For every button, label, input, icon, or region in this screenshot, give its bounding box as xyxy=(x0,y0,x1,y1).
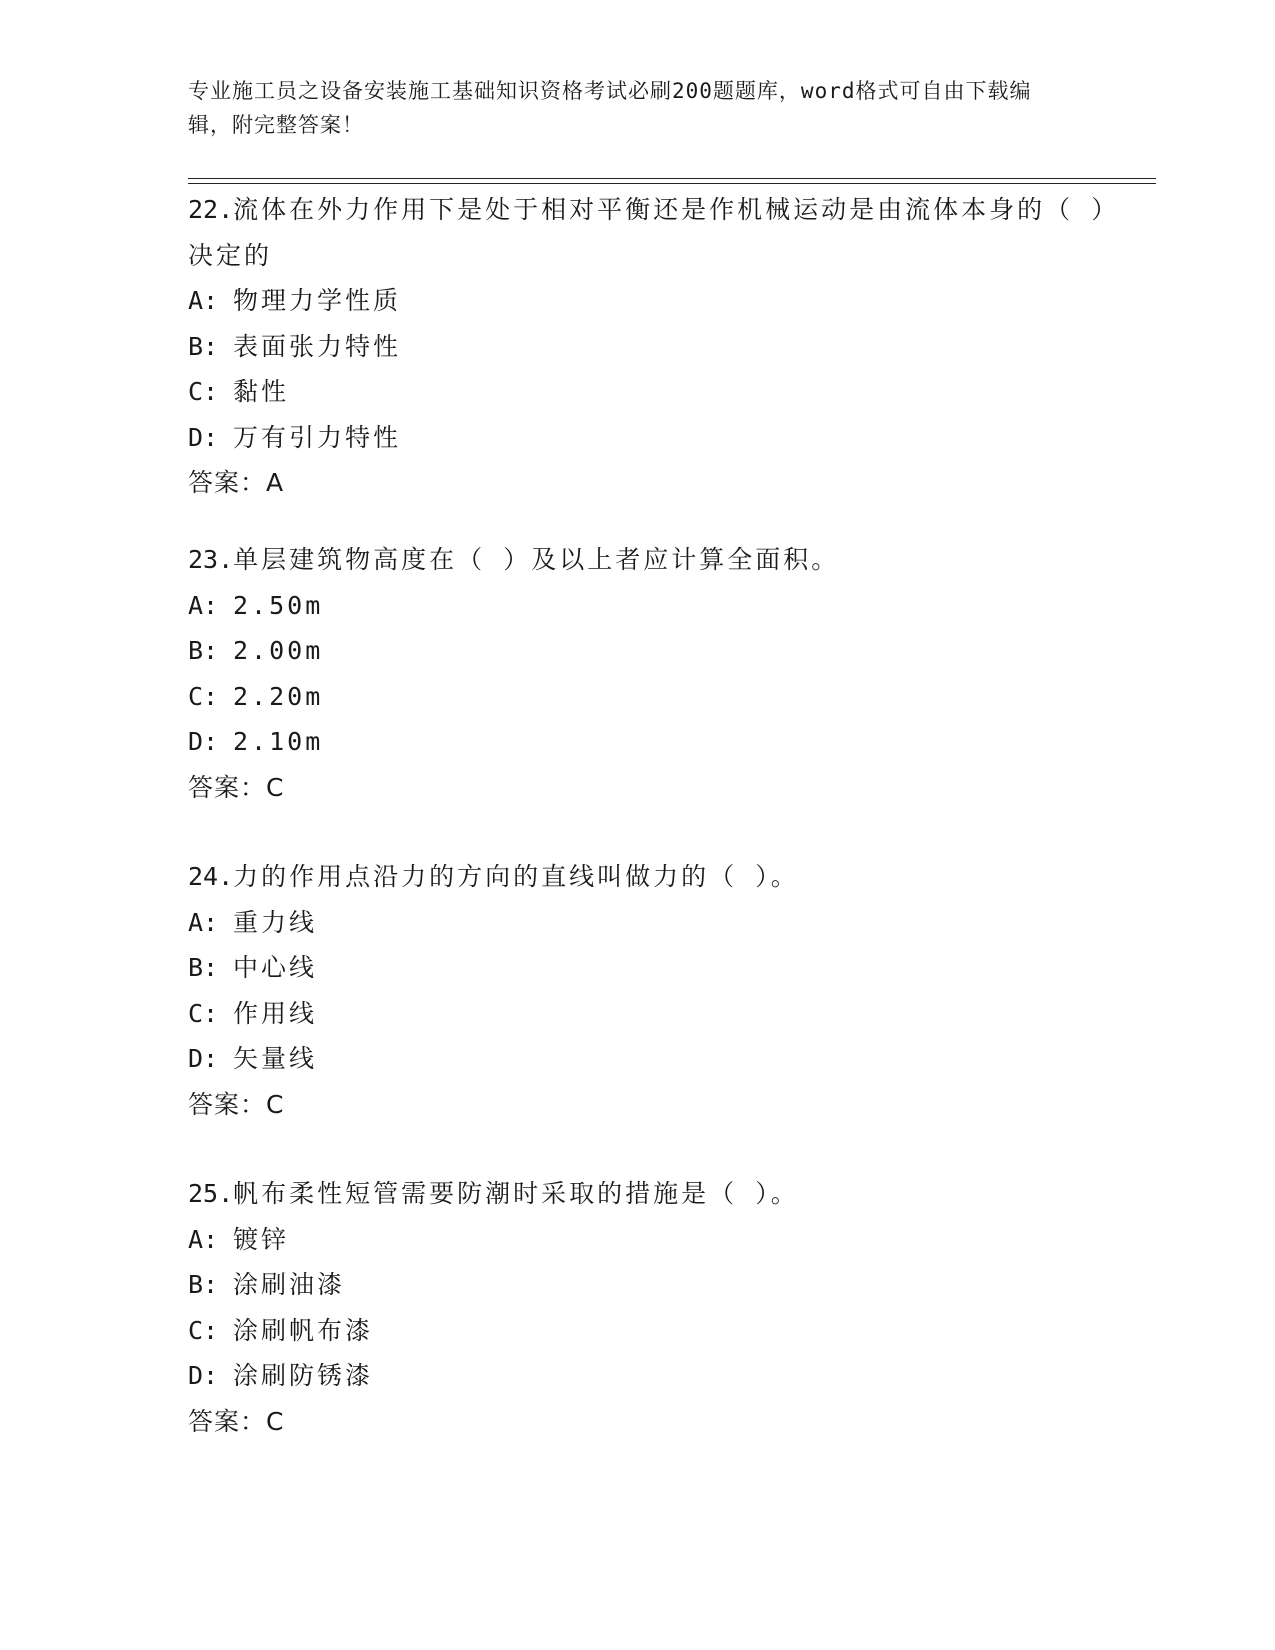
option-text: 重力线 xyxy=(233,907,318,937)
header-title: 专业施工员之设备安装施工基础知识资格考试必刷200题题库，word格式可自由下载编辑，附完整答案！ xyxy=(188,79,1032,137)
option-letter: B: xyxy=(188,1270,219,1299)
option-b xyxy=(188,324,1118,370)
option-letter: C: xyxy=(188,377,219,406)
option-letter: A: xyxy=(188,1224,219,1254)
question-text xyxy=(188,854,1118,900)
option-text: 涂刷防锈漆 xyxy=(233,1361,374,1390)
option-letter: C: xyxy=(188,681,219,711)
question-22 xyxy=(188,187,1118,506)
option-text: 2.50m xyxy=(233,590,324,620)
option-text: 镀锌 xyxy=(233,1224,290,1254)
option-d xyxy=(188,719,1118,765)
option-text: 物理力学性质 xyxy=(233,286,402,315)
option-text: 万有引力特性 xyxy=(233,422,402,452)
answer-line: 答案：A xyxy=(188,468,285,497)
option-letter: A: xyxy=(188,590,219,620)
option-a xyxy=(188,583,1118,629)
option-letter: D: xyxy=(188,727,219,756)
question-stem: 流体在外力作用下是处于相对平衡还是作机械运动是由流体本身的（ ）决定的 xyxy=(188,195,1107,270)
option-c xyxy=(188,1308,1118,1354)
option-letter: C: xyxy=(188,1315,219,1345)
option-text: 中心线 xyxy=(233,953,318,982)
option-text: 2.10m xyxy=(233,727,324,756)
option-d xyxy=(188,415,1118,461)
option-c xyxy=(188,369,1118,415)
option-text: 2.00m xyxy=(233,636,324,665)
option-letter: D: xyxy=(188,1044,219,1073)
option-b xyxy=(188,945,1118,991)
document-header xyxy=(188,74,1068,142)
question-25 xyxy=(188,1171,1118,1444)
question-text xyxy=(188,537,1118,583)
option-text: 涂刷帆布漆 xyxy=(233,1315,374,1345)
question-number: 23. xyxy=(188,545,234,574)
option-d xyxy=(188,1036,1118,1082)
option-d xyxy=(188,1353,1118,1399)
option-letter: D: xyxy=(188,1361,219,1390)
option-c xyxy=(188,991,1118,1037)
option-text: 表面张力特性 xyxy=(233,331,402,361)
option-b xyxy=(188,628,1118,674)
question-number: 22. xyxy=(188,195,234,224)
question-number: 25. xyxy=(188,1179,234,1208)
option-c xyxy=(188,674,1118,720)
option-text: 黏性 xyxy=(233,377,290,406)
option-text: 作用线 xyxy=(233,998,318,1028)
question-23 xyxy=(188,537,1118,810)
option-letter: B: xyxy=(188,636,219,665)
header-rule-top xyxy=(188,178,1156,179)
question-24 xyxy=(188,854,1118,1127)
question-number: 24. xyxy=(188,862,234,891)
option-letter: A: xyxy=(188,907,219,937)
answer-line: 答案：C xyxy=(188,1406,285,1436)
option-letter: B: xyxy=(188,953,219,982)
option-text: 2.20m xyxy=(233,681,324,711)
option-text: 矢量线 xyxy=(233,1044,318,1073)
question-stem: 力的作用点沿力的方向的直线叫做力的（ ）。 xyxy=(233,862,799,891)
option-letter: D: xyxy=(188,422,219,452)
option-b xyxy=(188,1262,1118,1308)
question-text xyxy=(188,187,1118,278)
question-stem: 单层建筑物高度在（ ）及以上者应计算全面积。 xyxy=(233,545,840,574)
option-letter: A: xyxy=(188,286,219,315)
option-a xyxy=(188,900,1118,946)
option-a xyxy=(188,278,1118,324)
question-stem: 帆布柔性短管需要防潮时采取的措施是（ ）。 xyxy=(233,1179,799,1208)
option-text: 涂刷油漆 xyxy=(233,1270,346,1299)
answer-line: 答案：C xyxy=(188,772,285,802)
question-text xyxy=(188,1171,1118,1217)
header-rule-bottom xyxy=(188,183,1156,184)
option-letter: B: xyxy=(188,331,219,361)
answer-line: 答案：C xyxy=(188,1089,285,1119)
option-a xyxy=(188,1217,1118,1263)
option-letter: C: xyxy=(188,998,219,1028)
